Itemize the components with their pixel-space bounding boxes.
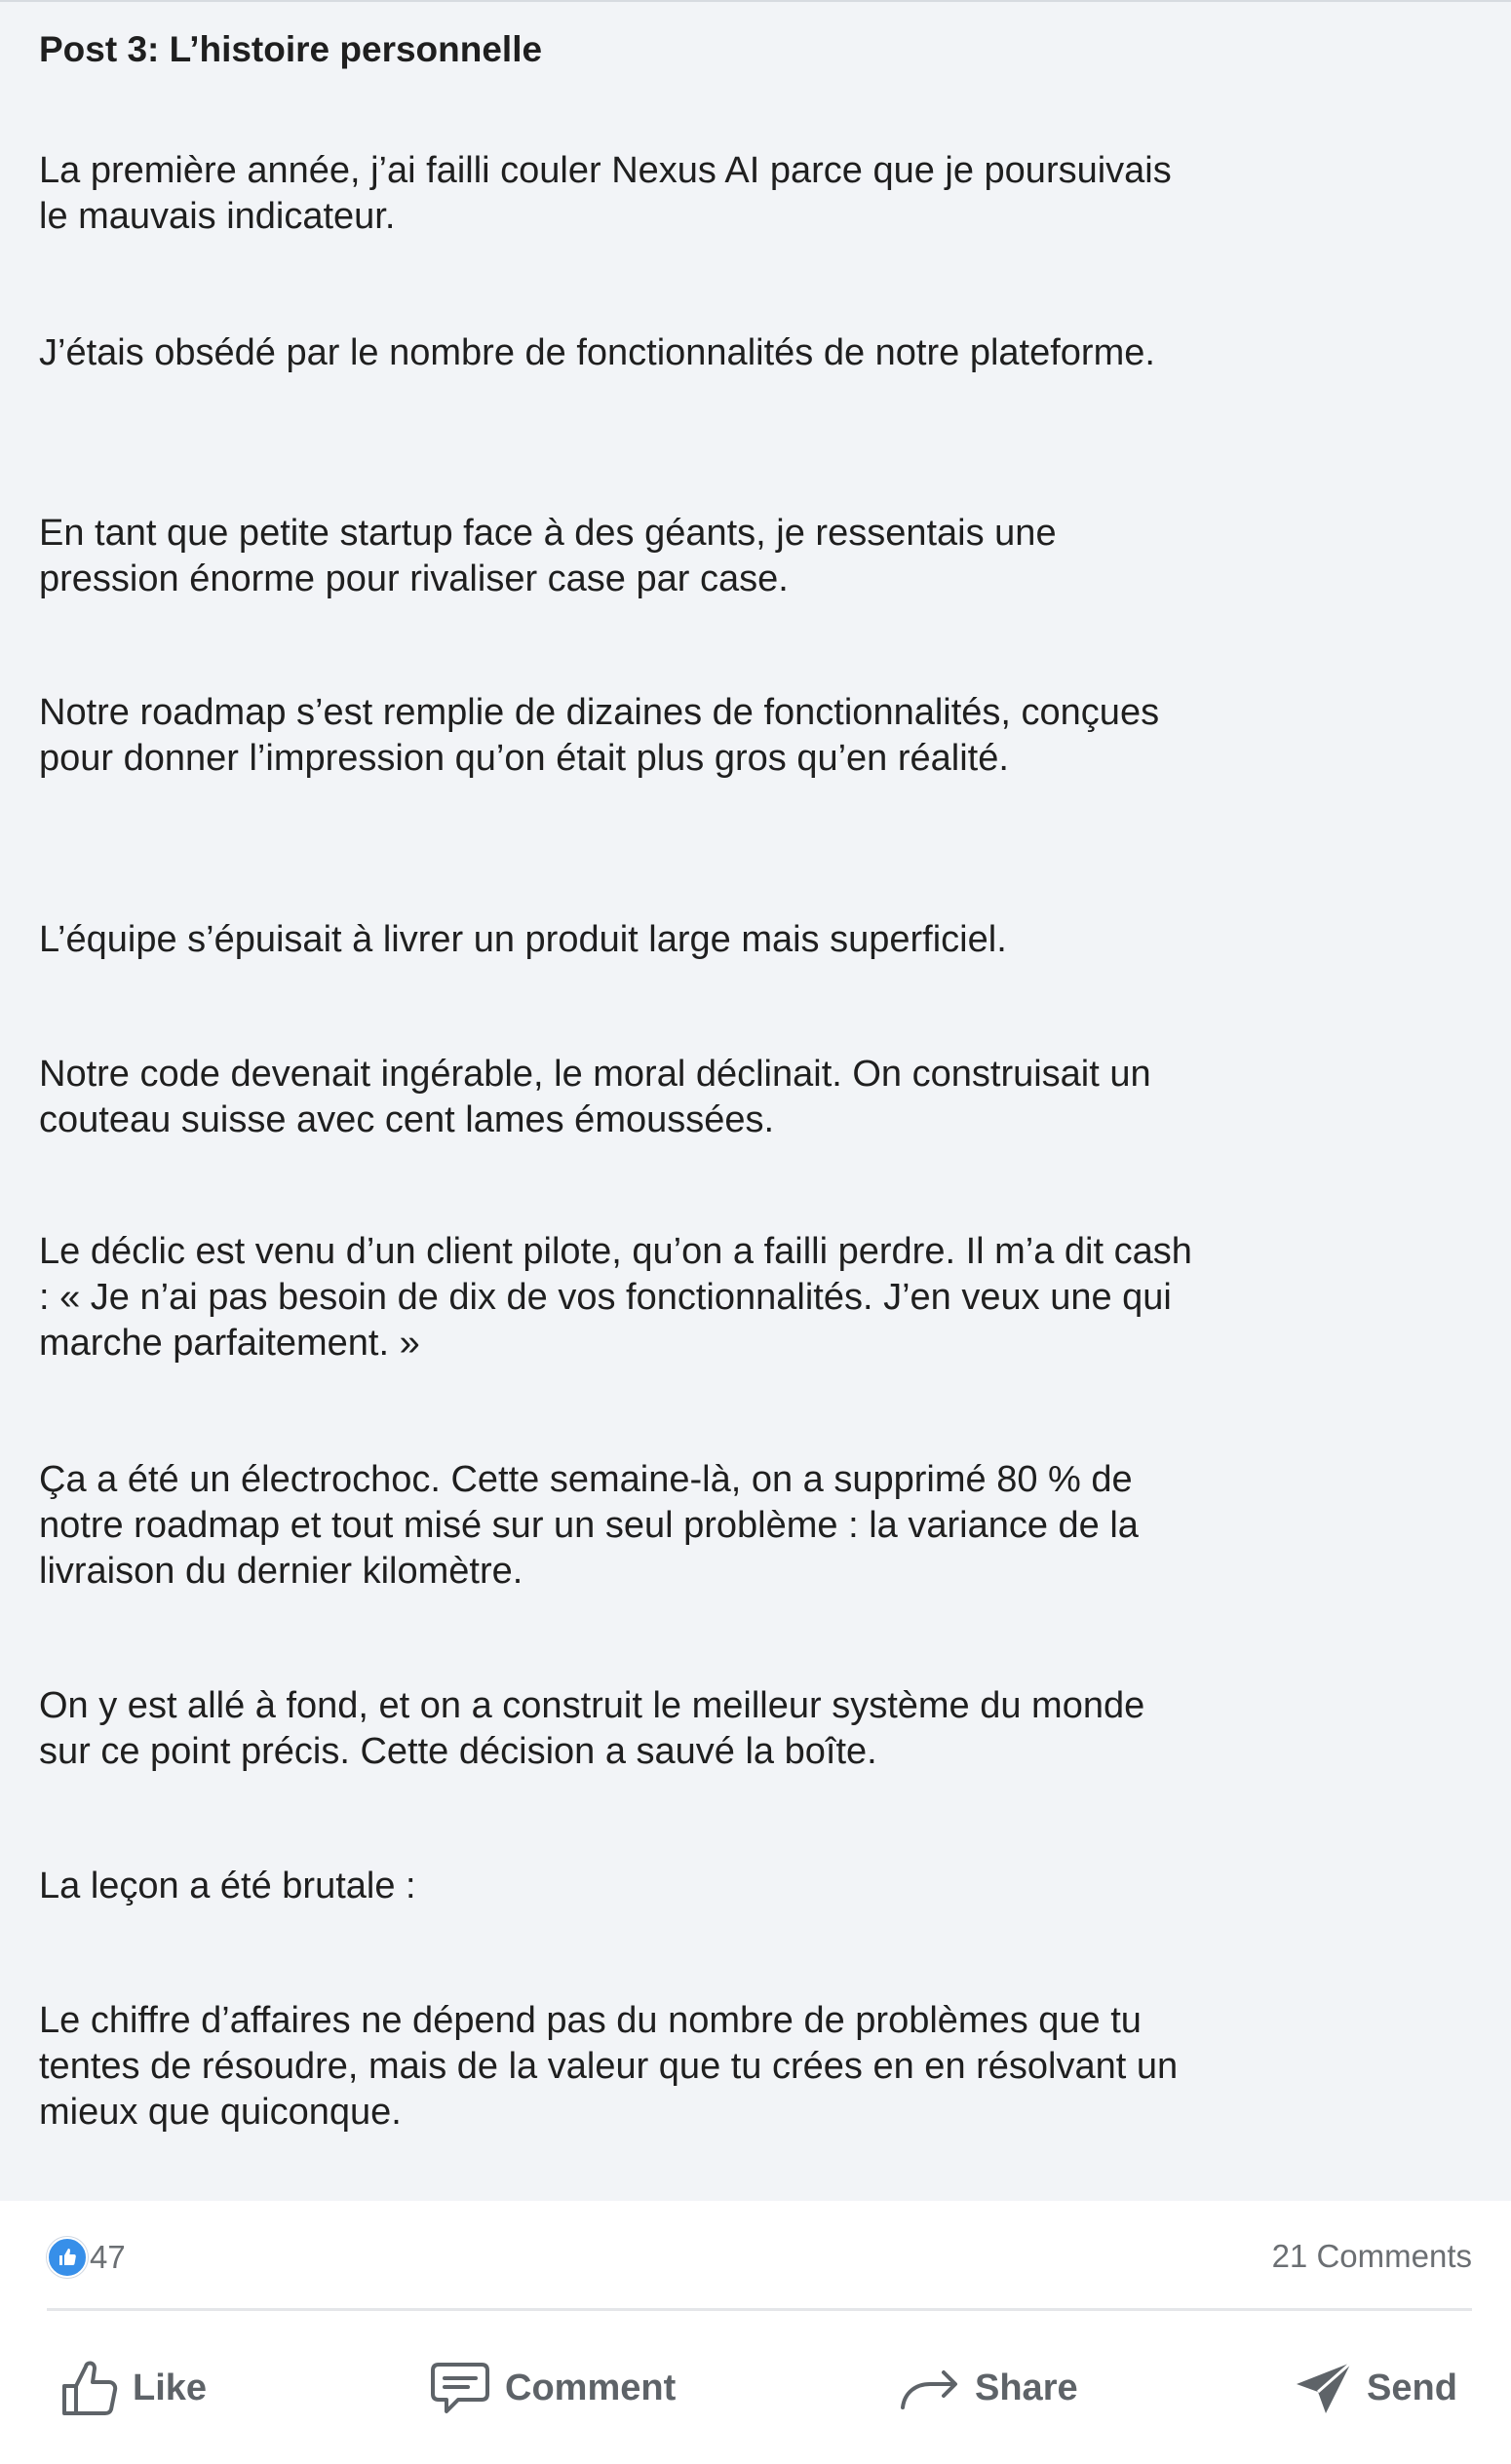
post-paragraph: La première année, j’ai failli couler Nexus AI parce que je poursuivais le mauvais indicateur. xyxy=(39,150,1172,237)
send-label: Send xyxy=(1367,2367,1457,2408)
thumbs-up-icon xyxy=(60,2357,119,2419)
share-button[interactable] xyxy=(899,2351,1078,2425)
like-button[interactable] xyxy=(60,2351,207,2425)
post-paragraph: L’équipe s’épuisait à livrer un produit large mais superficiel. xyxy=(39,919,1007,960)
reactions-summary[interactable] xyxy=(47,2234,126,2281)
post-paragraph: La leçon a été brutale : xyxy=(39,1866,416,1906)
post-paragraph: Ça a été un électrochoc. Cette semaine-là, on a supprimé 80 % de notre roadmap et tout misé sur un seul problème : la variance de la livraison du dernier kilomètre. xyxy=(39,1459,1139,1592)
post-paragraph: Notre roadmap s’est remplie de dizaines de fonctionnalités, conçues pour donner l’impression qu’on était plus gros qu’en réalité. xyxy=(39,692,1160,779)
send-button[interactable] xyxy=(1295,2351,1457,2425)
comment-icon xyxy=(429,2359,491,2417)
like-label: Like xyxy=(133,2367,208,2408)
post-paragraph: Notre code devenait ingérable, le moral déclinait. On construisait un couteau suisse avec cent lames émoussées. xyxy=(39,1054,1151,1140)
reaction-count: 47 xyxy=(90,2239,126,2275)
post-paragraph: En tant que petite startup face à des géants, je ressentais une pression énorme pour rivaliser case par case. xyxy=(39,513,1057,599)
divider xyxy=(47,2308,1472,2311)
post-paragraph: Le déclic est venu d’un client pilote, qu’on a failli perdre. Il m’a dit cash : « Je n’ai pas besoin de dix de vos fonctionnalités. J’en veux une qui marche parfaitement. » xyxy=(39,1231,1192,1364)
social-counts-bar xyxy=(47,2205,1472,2310)
comment-button[interactable] xyxy=(429,2351,676,2425)
post-action-bar xyxy=(0,2312,1511,2464)
comments-count-link[interactable]: 21 Comments xyxy=(1271,2238,1472,2274)
post-paragraph: On y est allé à fond, et on a construit le meilleur système du monde sur ce point précis. Cette décision a sauvé la boîte. xyxy=(39,1685,1145,1772)
post-paragraph: Le chiffre d’affaires ne dépend pas du nombre de problèmes que tu tentes de résoudre, mais de la valeur que tu crées en en résolvant un mieux que quiconque. xyxy=(39,2000,1179,2133)
send-paper-plane-icon xyxy=(1295,2359,1353,2417)
like-reaction-icon xyxy=(47,2237,88,2278)
post-paragraph: J’étais obsédé par le nombre de fonctionnalités de notre plateforme. xyxy=(39,332,1155,373)
share-arrow-icon xyxy=(899,2363,961,2413)
share-label: Share xyxy=(975,2367,1078,2408)
post-title: Post 3: L’histoire personnelle xyxy=(39,29,543,69)
comment-label: Comment xyxy=(505,2367,677,2408)
